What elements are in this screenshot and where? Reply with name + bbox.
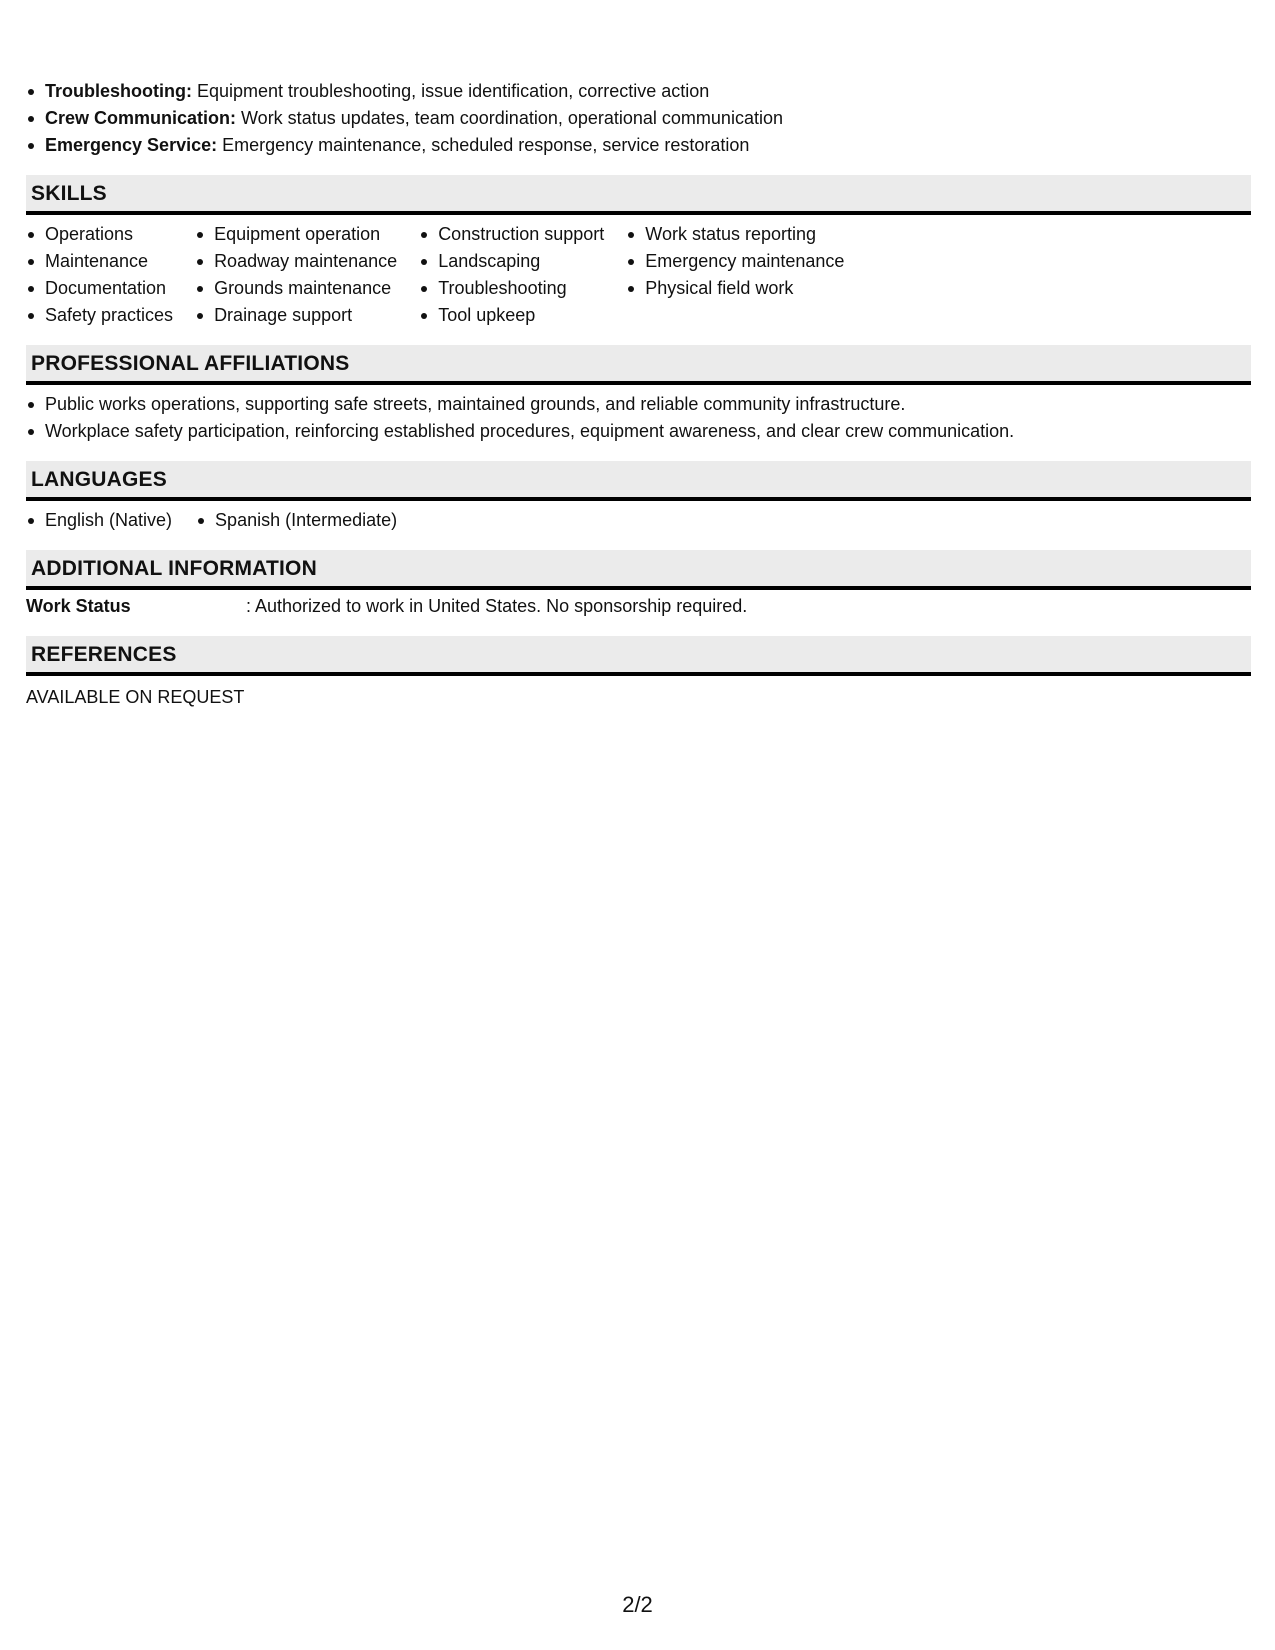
affiliation-item: Public works operations, supporting safe streets, maintained grounds, and reliable community infrastructure.: [26, 391, 1251, 418]
section-title-additional-info: ADDITIONAL INFORMATION: [26, 550, 1251, 590]
skills-column: [419, 221, 604, 329]
work-status-label: Work Status: [26, 596, 131, 616]
skill-item: Tool upkeep: [419, 302, 604, 329]
list-item: [26, 78, 1251, 105]
skill-item: Work status reporting: [626, 221, 844, 248]
skill-item: Equipment operation: [195, 221, 397, 248]
list-item: [26, 132, 1251, 159]
skills-section: [26, 175, 1251, 329]
language-item: Spanish (Intermediate): [196, 507, 397, 534]
skill-item: Maintenance: [26, 248, 173, 275]
skill-item: Drainage support: [195, 302, 397, 329]
work-status-value: : Authorized to work in United States. No sponsorship required.: [246, 596, 748, 616]
resume-page: [26, 78, 1251, 711]
competency-list: [26, 78, 1251, 159]
additional-info-section: [26, 550, 1251, 620]
item-label: Troubleshooting:: [45, 81, 192, 101]
section-title-skills: SKILLS: [26, 175, 1251, 215]
item-label: Emergency Service:: [45, 135, 218, 155]
skills-grid: [26, 221, 1251, 329]
skill-item: Roadway maintenance: [195, 248, 397, 275]
skills-column: [626, 221, 844, 329]
item-label: Crew Communication:: [45, 108, 237, 128]
skill-item: Documentation: [26, 275, 173, 302]
affiliations-section: [26, 345, 1251, 445]
language-item: English (Native): [26, 507, 172, 534]
section-title-languages: LANGUAGES: [26, 461, 1251, 501]
references-text: AVAILABLE ON REQUEST: [26, 687, 245, 707]
skill-item: Troubleshooting: [419, 275, 604, 302]
skill-item: Safety practices: [26, 302, 173, 329]
item-text: Emergency maintenance, scheduled response, service restoration: [217, 135, 750, 155]
section-title-affiliations: PROFESSIONAL AFFILIATIONS: [26, 345, 1251, 385]
section-title-references: REFERENCES: [26, 636, 1251, 676]
skill-item: Operations: [26, 221, 173, 248]
skill-item: Landscaping: [419, 248, 604, 275]
affiliation-item: Workplace safety participation, reinforcing established procedures, equipment awareness, and clear crew communication.: [26, 418, 1251, 445]
work-status-row: [26, 593, 1251, 620]
skill-item: Grounds maintenance: [195, 275, 397, 302]
skill-item: Construction support: [419, 221, 604, 248]
item-text: Equipment troubleshooting, issue identification, corrective action: [191, 81, 710, 101]
languages-list: [26, 507, 1251, 534]
item-text: Work status updates, team coordination, operational communication: [236, 108, 783, 128]
languages-section: [26, 461, 1251, 534]
skills-column: [26, 221, 173, 329]
list-item: [26, 105, 1251, 132]
skill-item: Physical field work: [626, 275, 844, 302]
affiliations-list: [26, 391, 1251, 445]
references-section: [26, 636, 1251, 711]
skills-column: [195, 221, 397, 329]
skill-item: Emergency maintenance: [626, 248, 844, 275]
page-number: 2/2: [622, 1592, 653, 1617]
